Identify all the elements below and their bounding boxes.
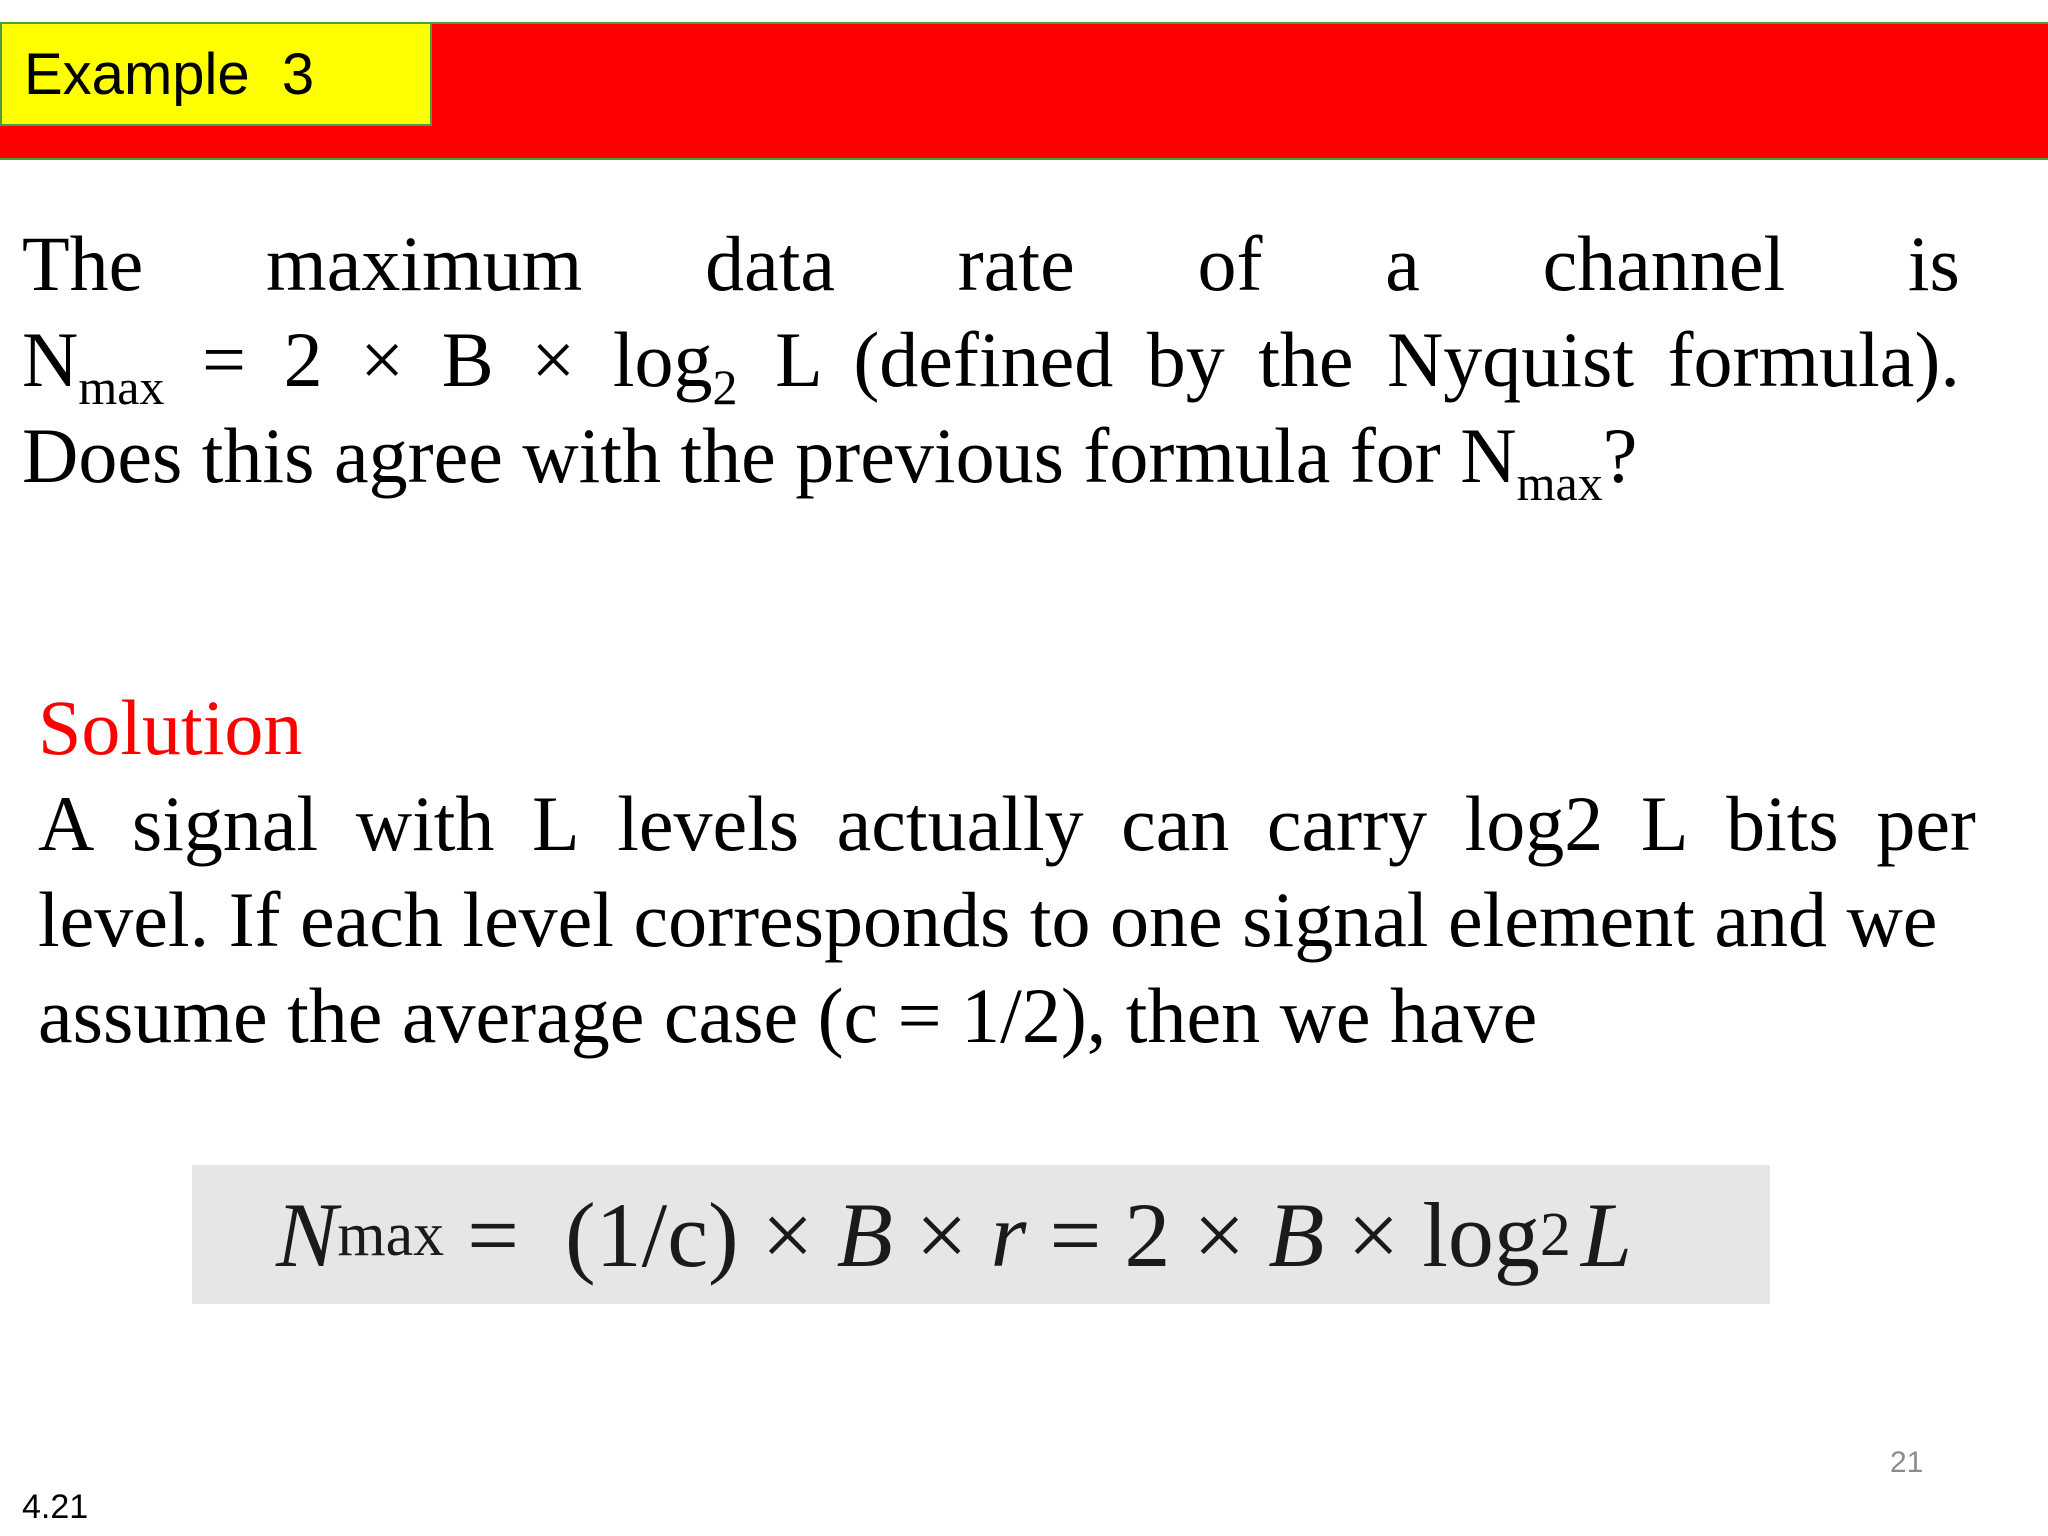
formula-part: = (1/c) × [444, 1183, 837, 1286]
formula-r: r [990, 1183, 1027, 1286]
formula-b: B [836, 1183, 893, 1286]
word: The [22, 220, 144, 307]
log-word: log [612, 316, 713, 403]
times-sign: × [531, 316, 576, 403]
word: L [531, 780, 580, 867]
word: a [1385, 220, 1420, 307]
formula-part: × log [1324, 1183, 1540, 1286]
number-two: 2 [283, 316, 323, 403]
word: A [38, 780, 95, 867]
word: L [1640, 780, 1689, 867]
word: signal [131, 780, 319, 867]
times-sign: × [360, 316, 405, 403]
word: log2 [1464, 780, 1604, 867]
word: rate [957, 220, 1075, 307]
formula-n: N [276, 1183, 338, 1286]
word: bits [1726, 780, 1839, 867]
formula-remainder: L (defined by the Nyquist formula). [775, 316, 1960, 403]
formula-part: × [892, 1183, 991, 1286]
problem-line-1 [22, 216, 1960, 312]
word: levels [617, 780, 800, 867]
formula-l: L [1580, 1183, 1633, 1286]
word: maximum [266, 220, 583, 307]
solution-line-2: level. If each level corresponds to one signal element and we [38, 876, 1938, 963]
word: of [1197, 220, 1263, 307]
page-number: 21 [1890, 1446, 1924, 1479]
subscript-max: max [1516, 455, 1603, 511]
formula-part: = 2 × [1026, 1183, 1269, 1286]
solution-line-3: assume the average case (c = 1/2), then we have [38, 972, 1538, 1059]
nmax-term [22, 312, 165, 415]
word: with [355, 780, 495, 867]
question-mark: ? [1602, 412, 1638, 499]
example-label: Example 3 [0, 22, 432, 126]
symbol-b: B [441, 316, 494, 403]
problem-statement [22, 216, 1960, 511]
slide-reference: 4.21 [22, 1488, 89, 1526]
word: can [1121, 780, 1230, 867]
word: is [1907, 220, 1960, 307]
log-term [612, 312, 738, 415]
subscript-2: 2 [712, 359, 738, 415]
word: carry [1266, 780, 1428, 867]
word: data [705, 220, 836, 307]
subscript-max: max [78, 359, 165, 415]
equals-sign: = [202, 316, 246, 403]
problem-line-2 [22, 312, 1960, 415]
solution-line-1 [38, 776, 1976, 872]
formula-b: B [1268, 1183, 1325, 1286]
solution-heading: Solution [38, 684, 303, 771]
question-text: Does this agree with the previous formula for N [22, 412, 1517, 499]
problem-line-3 [22, 408, 1960, 511]
word: per [1876, 780, 1976, 867]
solution-text [38, 776, 1976, 1064]
symbol-n: N [22, 316, 79, 403]
word: actually [836, 780, 1084, 867]
nyquist-formula-image: N max = (1/c) × B × r = 2 × B × log 2 L [192, 1165, 1770, 1304]
word: channel [1542, 220, 1786, 307]
